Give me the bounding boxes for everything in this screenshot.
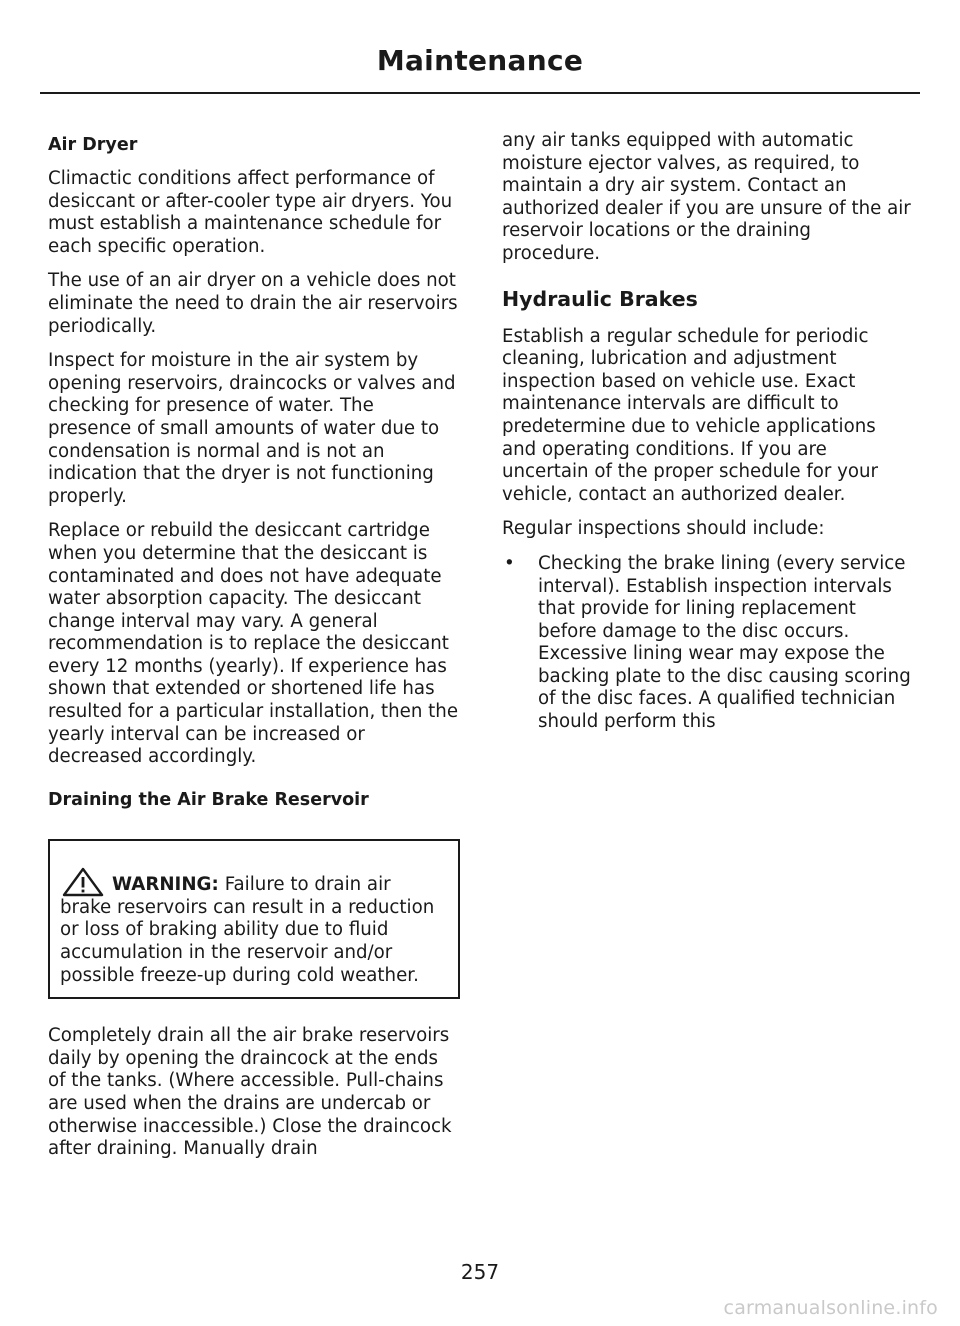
list-item-text: Checking the brake lining (every service interval). Establish inspection intervals that provide for lining replacement before damage to the disc occurs. Excessive lining wear may expose the backing plate to the disc causing scoring of the disc faces. A qualified technician should perform this xyxy=(538,552,911,733)
hydraulic-brakes-paragraph-1: Establish a regular schedule for periodic cleaning, lubrication and adjustment inspection based on vehicle use. Exact maintenance intervals are difficult to predetermine due to vehicle applications and operating conditions. If you are uncertain of the proper schedule for your vehicle, contact an authorized dealer. xyxy=(502,325,879,505)
right-column xyxy=(502,130,914,734)
hydraulic-brakes-paragraph-2: Regular inspections should include: xyxy=(502,518,825,540)
draining-paragraph: Completely drain all the air brake reservoirs daily by opening the draincock at the ends of the tanks. (Where accessible. Pull-chains are used when the drains are undercab or otherwise inaccessible.) Close the draincock after draining. Manually drain xyxy=(48,1025,452,1160)
air-dryer-paragraph-4: Replace or rebuild the desiccant cartridge when you determine that the desiccant is contaminated and does not have adequate water absorption capacity. The desiccant change interval may vary. A general recommendation is to replace the desiccant every 12 months (yearly). If experience has shown that extended or shortened life has resulted for a particular installation, then the yearly interval can be increased or decreased accordingly. xyxy=(48,520,459,768)
air-dryer-paragraph-2: The use of an air dryer on a vehicle does not eliminate the need to drain the air reservoirs periodically. xyxy=(48,270,458,337)
warning-label: WARNING: xyxy=(112,874,219,896)
hydraulic-brakes-heading: Hydraulic Brakes xyxy=(502,286,698,311)
page-number: 257 xyxy=(460,1260,500,1284)
site-watermark[interactable]: carmanualsonline.info xyxy=(723,1297,938,1319)
inspection-list xyxy=(502,553,914,734)
warning-first-line xyxy=(60,867,450,897)
warning-box xyxy=(48,839,460,999)
warning-first-text: Failure to drain air xyxy=(224,874,391,896)
draining-paragraph-continued: any air tanks equipped with automatic moisture ejector valves, as required, to maintain a dry air system. Contact an authorized dealer if you are unsure of the air reservoir locations or the draining procedure. xyxy=(502,130,911,264)
warning-text: brake reservoirs can result in a reduction or loss of braking ability due to fluid accumulation in the reservoir and/or possible freeze-up during cold weather. xyxy=(60,896,435,986)
air-dryer-heading: Air Dryer xyxy=(48,135,138,155)
air-dryer-paragraph-1: Climactic conditions affect performance of desiccant or after-cooler type air dryers. You must establish a maintenance schedule for each specific operation. xyxy=(48,168,453,257)
air-dryer-paragraph-3: Inspect for moisture in the air system by opening reservoirs, draincocks or valves and checking for presence of water. The presence of small amounts of water due to condensation is normal and is not an indication that the dryer is not functioning properly. xyxy=(48,350,456,507)
left-column xyxy=(48,130,460,1173)
list-item xyxy=(502,553,914,734)
bullet-icon: • xyxy=(504,552,515,574)
page-title: Maintenance xyxy=(376,44,584,77)
page-header xyxy=(40,0,920,94)
draining-heading: Draining the Air Brake Reservoir xyxy=(48,789,369,810)
warning-triangle-icon xyxy=(62,867,104,897)
